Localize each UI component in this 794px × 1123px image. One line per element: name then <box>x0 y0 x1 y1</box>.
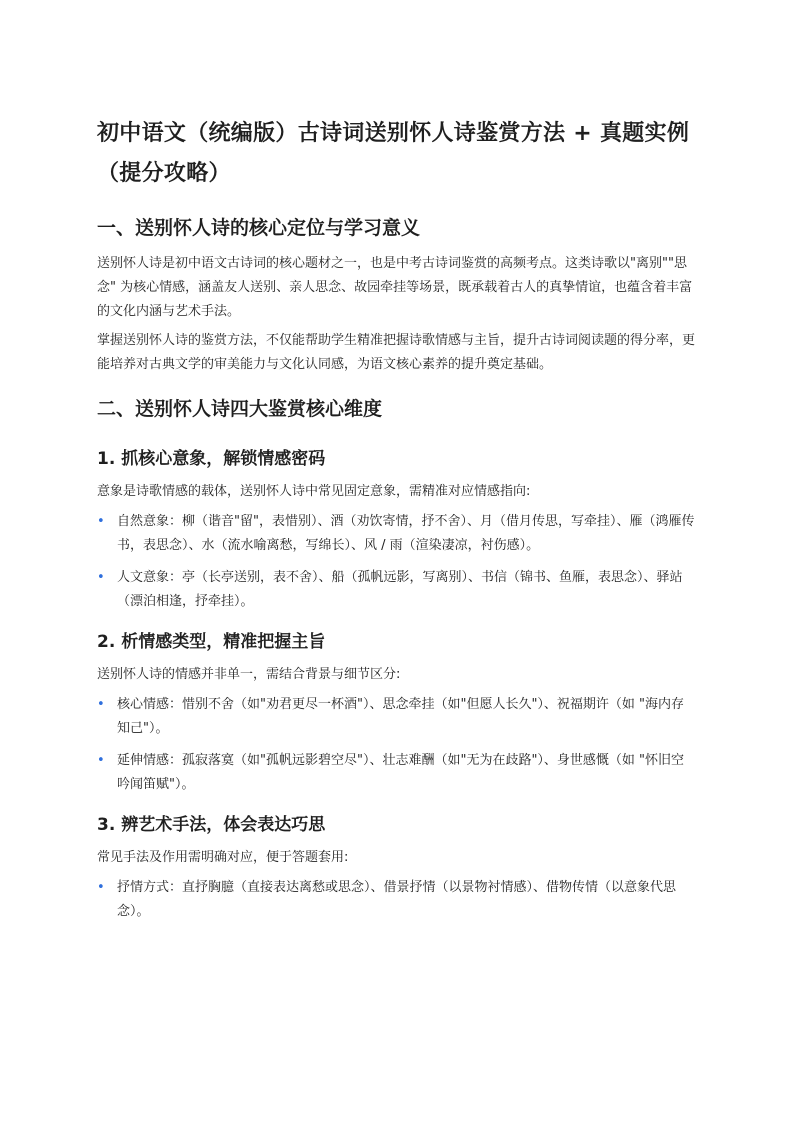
list-item-text: 抒情方式：直抒胸臆（直接表达离愁或思念）、借景抒情（以景物衬情感）、借物传情（以意象代思念）。 <box>117 880 677 919</box>
subsection-1-list <box>97 510 697 614</box>
list-item-text: 延伸情感：孤寂落寞（如"孤帆远影碧空尽"）、壮志难酬（如"无为在歧路"）、身世感慨（如 "怀旧空吟闻笛赋"）。 <box>117 753 685 792</box>
bullet-icon: • <box>97 514 105 529</box>
bullet-icon: • <box>97 880 105 895</box>
document-title: 初中语文（统编版）古诗词送别怀人诗鉴赏方法 + 真题实例（提分攻略） <box>97 121 690 186</box>
document-page <box>97 114 697 924</box>
bullet-icon: • <box>97 697 105 712</box>
bullet-icon: • <box>97 753 105 768</box>
list-item <box>97 510 697 558</box>
list-item <box>97 693 697 741</box>
subsection-2-intro: 送别怀人诗的情感并非单一，需结合背景与细节区分: <box>97 667 401 682</box>
section-1-paragraph-1: 送别怀人诗是初中语文古诗词的核心题材之一，也是中考古诗词鉴赏的高频考点。这类诗歌以"离别""思念" 为核心情感，涵盖友人送别、亲人思念、故园牵挂等场景，既承载着古人的真挚情谊，也蕴含着丰富的文化内涵与艺术手法。 <box>97 256 693 319</box>
subsection-1-heading: 1. 抓核心意象，解锁情感密码 <box>97 449 326 469</box>
bullet-icon: • <box>97 570 105 585</box>
subsection-2-list <box>97 693 697 797</box>
section-2-heading: 二、送别怀人诗四大鉴赏核心维度 <box>97 398 383 420</box>
subsection-2-heading: 2. 析情感类型，精准把握主旨 <box>97 632 326 652</box>
list-item-text: 核心情感：惜别不舍（如"劝君更尽一杯酒"）、思念牵挂（如"但愿人长久"）、祝福期许（如 "海内存知己"）。 <box>117 697 685 736</box>
list-item <box>97 749 697 797</box>
list-item <box>97 566 697 614</box>
list-item-text: 人文意象：亭（长亭送别，表不舍）、船（孤帆远影，写离别）、书信（锦书、鱼雁，表思念）、驿站（漂泊相逢，抒牵挂）。 <box>117 570 683 609</box>
list-item-text: 自然意象：柳（谐音"留"，表惜别）、酒（劝饮寄情，抒不舍）、月（借月传思，写牵挂）、雁（鸿雁传书，表思念）、水（流水喻离愁，写绵长）、风 / 雨（渲染凄凉，衬伤感）。 <box>117 514 695 553</box>
subsection-3-intro: 常见手法及作用需明确对应，便于答题套用: <box>97 850 349 865</box>
subsection-1-intro: 意象是诗歌情感的载体，送别怀人诗中常见固定意象，需精准对应情感指向: <box>97 484 531 499</box>
subsection-3-list <box>97 876 697 924</box>
section-1-heading: 一、送别怀人诗的核心定位与学习意义 <box>97 217 421 239</box>
list-item <box>97 876 697 924</box>
subsection-3-heading: 3. 辨艺术手法，体会表达巧思 <box>97 815 326 835</box>
section-1-paragraph-2: 掌握送别怀人诗的鉴赏方法，不仅能帮助学生精准把握诗歌情感与主旨，提升古诗词阅读题的得分率，更能培养对古典文学的审美能力与文化认同感，为语文核心素养的提升奠定基础。 <box>97 333 696 372</box>
